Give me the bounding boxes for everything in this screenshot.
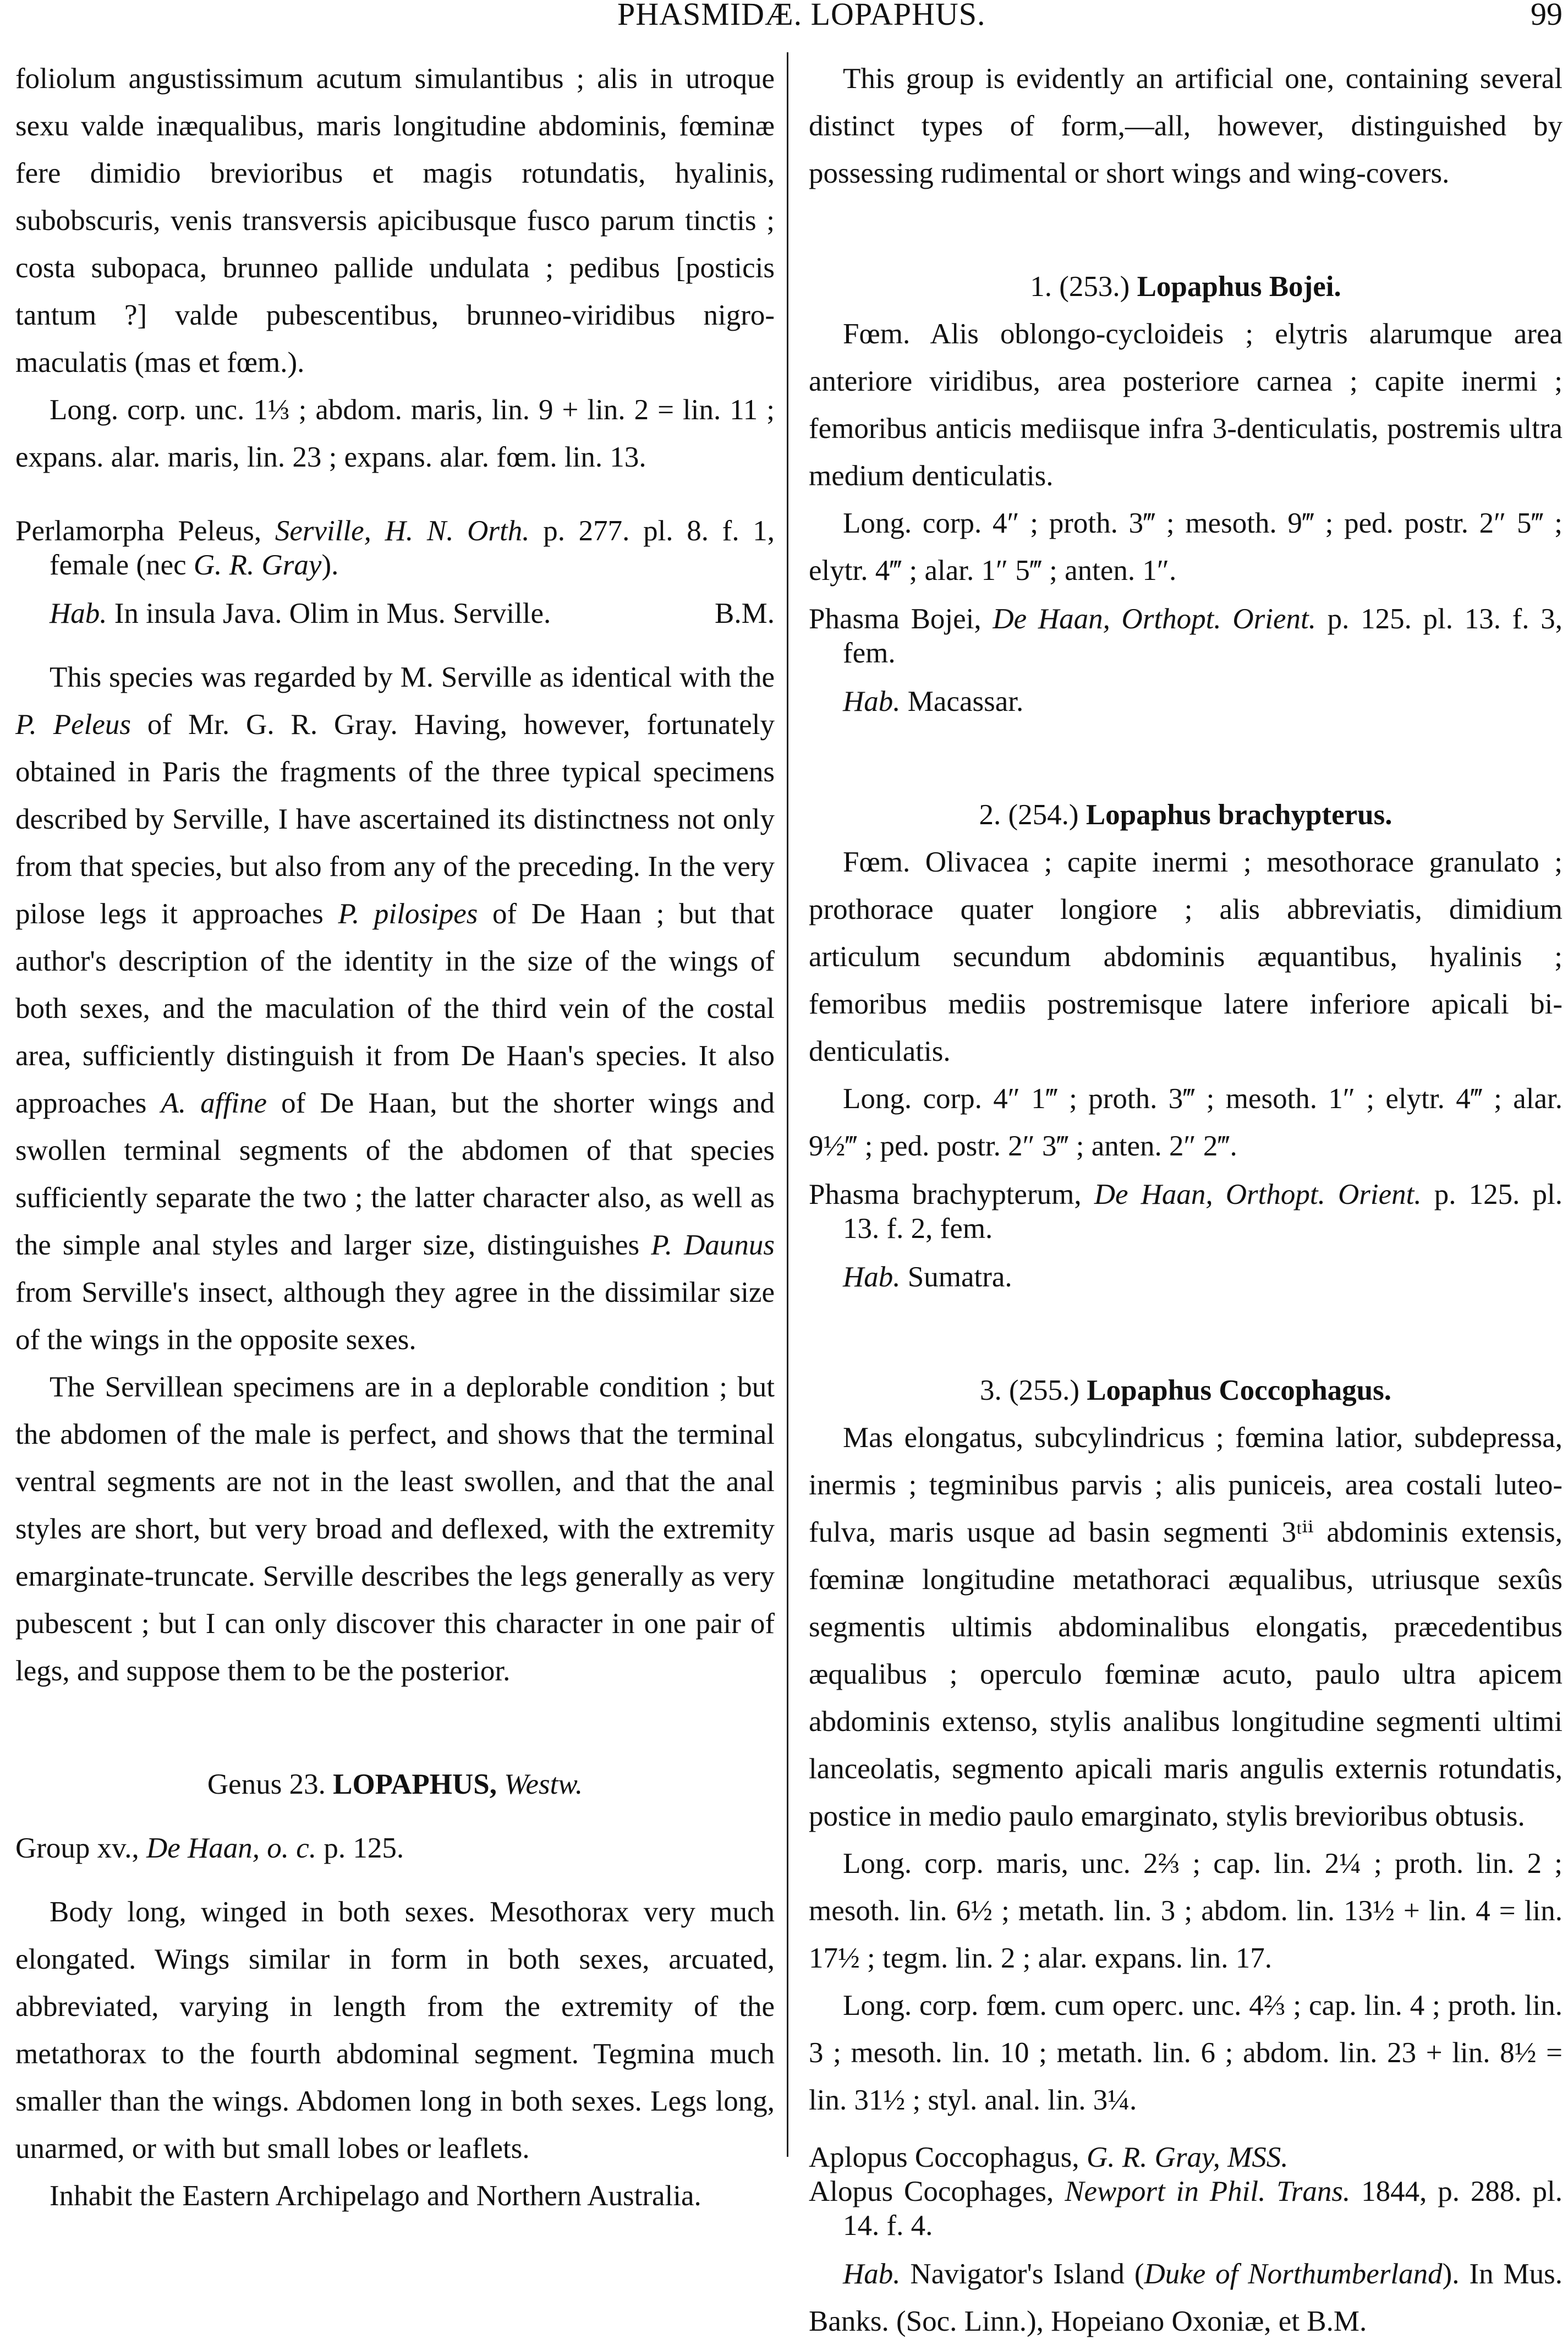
habitat: Hab. In insula Java. Olim in Mus. Serville. B.M. xyxy=(15,590,775,637)
museum-code: B.M. xyxy=(715,598,775,629)
page-header xyxy=(0,0,1568,34)
species-2-reference: Phasma brachypterum, De Haan, Orthopt. Orient. p. 125. pl. 13. f. 2, fem. xyxy=(809,1179,1562,1245)
left-column xyxy=(15,55,775,2220)
discussion-paragraph: This species was regarded by M. Serville as identical with the P. Peleus of Mr. G. R. Gray. Having, however, fortunately obtained in Paris the fragments of the three typical specimens described by Serville, I have ascertained its distinctness not only from that species, but also from any of the preceding. In the very pilose legs it approaches P. pilosipes of De Haan ; but that author's description of the identity in the size of the wings of both sexes, and the maculation of the third vein of the costal area, sufficiently distinguish it from De Haan's species. It also approaches A. affine of De Haan, but the shorter wings and swollen terminal segments of the abdomen of that species sufficiently separate the two ; the latter character also, as well as the simple anal styles and larger size, distinguishes P. Daunus from Serville's insect, although they agree in the dissimilar size of the wings in the opposite sexes. xyxy=(15,661,775,1356)
genus-distribution: Inhabit the Eastern Archipelago and Northern Australia. xyxy=(50,2180,701,2212)
species-1-reference: Phasma Bojei, De Haan, Orthopt. Orient. p. 125. pl. 13. f. 3, fem. xyxy=(809,603,1562,669)
species-3-habitat: Hab. Navigator's Island (Duke of Northumberland). In Mus. Banks. (Soc. Linn.), Hopeiano Oxoniæ, et B.M. xyxy=(809,2258,1562,2337)
species-1-measurements: Long. corp. 4″ ; proth. 3‴ ; mesoth. 9‴ ; ped. postr. 2″ 5‴ ; elytr. 4‴ ; alar. 1″ 5‴ ; anten. 1″. xyxy=(809,507,1562,587)
species-heading-1: 1. (253.) Lopaphus Bojei. xyxy=(1030,271,1341,303)
column-divider xyxy=(787,52,788,2157)
group-note: This group is evidently an artificial one, containing several distinct types of form,—all, however, distinguished by possessing rudimental or short wings and wing-covers. xyxy=(809,63,1562,189)
running-head: PHASMIDÆ. LOPAPHUS. xyxy=(617,0,986,32)
genus-description: Body long, winged in both sexes. Mesothorax very much elongated. Wings similar in form in both sexes, arcuated, abbreviated, varying in length from the extremity of the metathorax to the fourth abdominal segment. Tegmina much smaller than the wings. Abdomen long in both sexes. Legs long, unarmed, or with but small lobes or leaflets. xyxy=(15,1896,775,2165)
description-continuation: foliolum angustissimum acutum simulantibus ; alis in utroque sexu valde inæqualibus, maris longitudine abdominis, fœminæ fere dimidio brevioribus et magis rotundatis, hyalinis, subobscuris, venis transversis apicibusque fusco parum tinctis ; costa subopaca, brunneo pallide undulata ; pedibus [posticis tantum ?] valde pubescentibus, brunneo-viridibus nigro-maculatis (mas et fœm.). xyxy=(15,63,775,379)
species-heading-3: 3. (255.) Lopaphus Coccophagus. xyxy=(979,1374,1392,1406)
species-3-reference-2: Alopus Cocophages, Newport in Phil. Trans. 1844, p. 288. pl. 14. f. 4. xyxy=(809,2176,1562,2242)
species-2-measurements: Long. corp. 4″ 1‴ ; proth. 3‴ ; mesoth. 1″ ; elytr. 4‴ ; alar. 9½‴ ; ped. postr. 2″ 3‴ ; anten. 2″ 2‴. xyxy=(809,1083,1562,1162)
species-2-habitat: Hab. Sumatra. xyxy=(843,1261,1012,1293)
species-2-description: Fœm. Olivacea ; capite inermi ; mesothorace granulato ; prothorace quater longiore ; alis abbreviatis, dimidium articulum secundum abdominis æquantibus, hyalinis ; femoribus mediis postremisque latere inferiore apicali bi-denticulatis. xyxy=(809,846,1562,1067)
synonym-reference: Perlamorpha Peleus, Serville, H. N. Orth. p. 277. pl. 8. f. 1, female (nec G. R. Gray). xyxy=(15,515,775,581)
genus-heading: Genus 23. LOPAPHUS, Westw. xyxy=(207,1768,583,1800)
species-3-measurements-male: Long. corp. maris, unc. 2⅔ ; cap. lin. 2¼ ; proth. lin. 2 ; mesoth. lin. 6½ ; metath. lin. 3 ; abdom. lin. 13½ + lin. 4 = lin. 17½ ; tegm. lin. 2 ; alar. expans. lin. 17. xyxy=(809,1848,1562,1974)
page-number: 99 xyxy=(1531,0,1562,32)
species-3-measurements-female: Long. corp. fœm. cum operc. unc. 4⅔ ; cap. lin. 4 ; proth. lin. 3 ; mesoth. lin. 10 ; metath. lin. 6 ; abdom. lin. 23 + lin. 8½ = lin. 31½ ; styl. anal. lin. 3¼. xyxy=(809,1990,1562,2116)
species-1-description: Fœm. Alis oblongo-cycloideis ; elytris alarumque area anteriore viridibus, area posteriore carnea ; capite inermi ; femoribus anticis mediisque infra 3-denticulatis, postremis ultra medium denticulatis. xyxy=(809,318,1562,492)
species-3-description: Mas elongatus, subcylindricus ; fœmina latior, subdepressa, inermis ; tegminibus parvis ; alis puniceis, area costali luteo-fulva, maris usque ad basin segmenti 3ᵗⁱⁱ abdominis extensis, fœminæ longitudine metathoraci æqualibus, utriusque sexûs segmentis ultimis abdominalibus elongatis, præcedentibus æqualibus ; operculo fœminæ acuto, paulo ultra apicem abdominis extenso, stylis analibus longitudine segmenti ultimi lanceolatis, segmento apicali maris angulis externis rotundatis, postice in medio paulo emarginato, stylis brevioribus obtusis. xyxy=(809,1422,1562,1832)
species-heading-2: 2. (254.) Lopaphus brachypterus. xyxy=(979,799,1392,831)
right-column xyxy=(809,55,1562,2345)
species-1-habitat: Hab. Macassar. xyxy=(843,686,1024,717)
measurements: Long. corp. unc. 1⅓ ; abdom. maris, lin. 9 + lin. 2 = lin. 11 ; expans. alar. maris, lin. 23 ; expans. alar. fœm. lin. 13. xyxy=(15,394,775,473)
discussion-paragraph-2: The Servillean specimens are in a deplorable condition ; but the abdomen of the male is perfect, and shows that the terminal ventral segments are not in the least swollen, and that the anal styles are short, but very broad and deflexed, with the extremity emarginate-truncate. Serville describes the legs generally as very pubescent ; but I can only discover this character in one pair of legs, and suppose them to be the posterior. xyxy=(15,1371,775,1687)
species-3-reference-1: Aplopus Coccophagus, G. R. Gray, MSS. xyxy=(809,2141,1289,2173)
group-reference: Group xv., De Haan, o. c. p. 125. xyxy=(15,1832,404,1864)
